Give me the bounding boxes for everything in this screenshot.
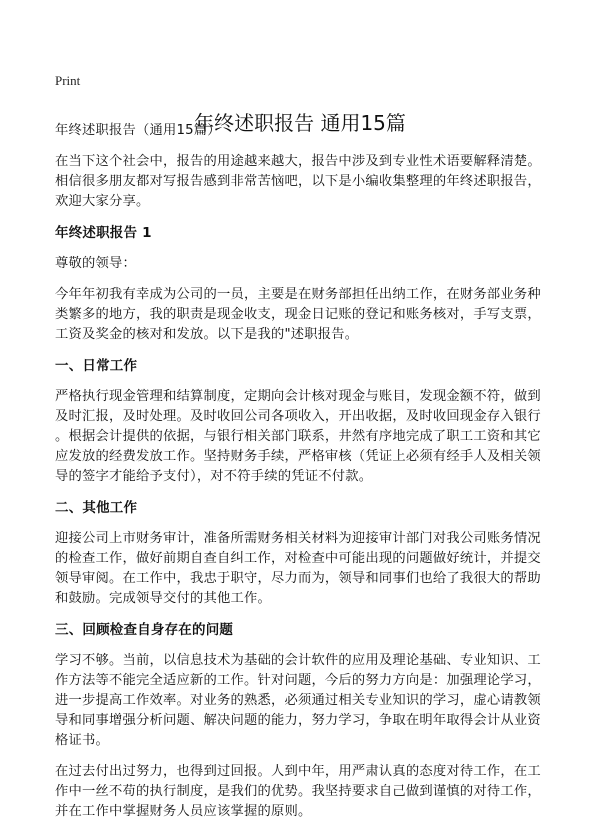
paragraph-line: 迎接公司上市财务审计，准备所需财务相关材料为迎接审计部门对我公司账务情况 — [55, 531, 541, 546]
section-heading: 三、回顾检查自身存在的问题 — [55, 622, 234, 638]
paragraph-line: 在过去付出过努力，也得到过回报。人到中年，用严肃认真的态度对待工作，在工 — [55, 764, 541, 779]
paragraph-line: 。根据会计提供的依据，与银行相关部门联系，井然有序地完成了职工工资和其它 — [55, 429, 541, 444]
paragraph-line: 年终述职报告（通用15篇） — [55, 123, 221, 138]
paragraph-line: 及时汇报，及时处理。及时收回公司各项收入，开出收据，及时收回现金存入银行 — [55, 409, 541, 424]
paragraph — [55, 387, 555, 487]
paragraph — [55, 121, 555, 141]
page-title: 年终述职报告 通用15篇 — [194, 111, 406, 135]
paragraph-line: 作方法等不能完全适应新的工作。针对问题，今后的努力方向是：加强理论学习， — [55, 673, 541, 688]
paragraph — [55, 152, 555, 212]
print-link[interactable]: Print — [55, 73, 81, 88]
paragraph-line: 在当下这个社会中，报告的用途越来越大，报告中涉及到专业性术语要解释清楚。 — [55, 154, 541, 169]
section-heading: 年终述职报告 1 — [55, 225, 152, 241]
document-body — [55, 121, 555, 833]
paragraph-line: 格证书。 — [55, 733, 109, 748]
paragraph-line: 学习不够。当前，以信息技术为基础的会计软件的应用及理论基础、专业知识、工 — [55, 653, 541, 668]
paragraph-line: 相信很多朋友都对写报告感到非常苦恼吧，以下是小编收集整理的年终述职报告， — [55, 174, 541, 189]
paragraph-line: 导和同事增强分析问题、解决问题的能力，努力学习，争取在明年取得会计从业资 — [55, 713, 541, 728]
paragraph-line: 工资及奖金的核对和发放。以下是我的"述职报告。 — [55, 327, 359, 342]
paragraph — [55, 529, 555, 609]
paragraph-line: 严格执行现金管理和结算制度，定期向会计核对现金与账目，发现金额不符，做到 — [55, 389, 541, 404]
paragraph-line: 欢迎大家分享。 — [55, 194, 150, 209]
paragraph-line: 和鼓励。完成领导交付的其他工作。 — [55, 591, 271, 606]
paragraph-line: 应发放的经费发放工作。坚持财务手续，严格审核（凭证上必须有经手人及相关领 — [55, 449, 541, 464]
paragraph — [55, 285, 555, 345]
paragraph-line: 作中一丝不苟的执行制度，是我们的优势。我坚持要求自己做到谨慎的对待工作， — [55, 784, 541, 799]
paragraph-line: 的检查工作，做好前期自查自纠工作，对检查中可能出现的问题做好统计，并提交 — [55, 551, 541, 566]
section-heading: 二、其他工作 — [55, 500, 138, 516]
paragraph-line: 类繁多的地方，我的职责是现金收支，现金日记账的登记和账务核对，手写支票， — [55, 307, 541, 322]
paragraph-line: 尊敬的领导： — [55, 256, 136, 271]
paragraph-line: 导的签字才能给予支付），对不符手续的凭证不付款。 — [55, 469, 373, 484]
paragraph-line: 今年年初我有幸成为公司的一员，主要是在财务部担任出纳工作，在财务部业务种 — [55, 287, 541, 302]
paragraph-line: 并在工作中掌握财务人员应该掌握的原则。 — [55, 804, 312, 819]
section-heading: 一、日常工作 — [55, 358, 138, 374]
paragraph-line: 进一步提高工作效率。对业务的熟悉，必须通过相关专业知识的学习，虚心请教领 — [55, 693, 541, 708]
paragraph — [55, 651, 555, 751]
paragraph-line: 领导审阅。在工作中，我忠于职守，尽力而为，领导和同事们也给了我很大的帮助 — [55, 571, 541, 586]
paragraph — [55, 762, 555, 822]
paragraph — [55, 254, 555, 274]
